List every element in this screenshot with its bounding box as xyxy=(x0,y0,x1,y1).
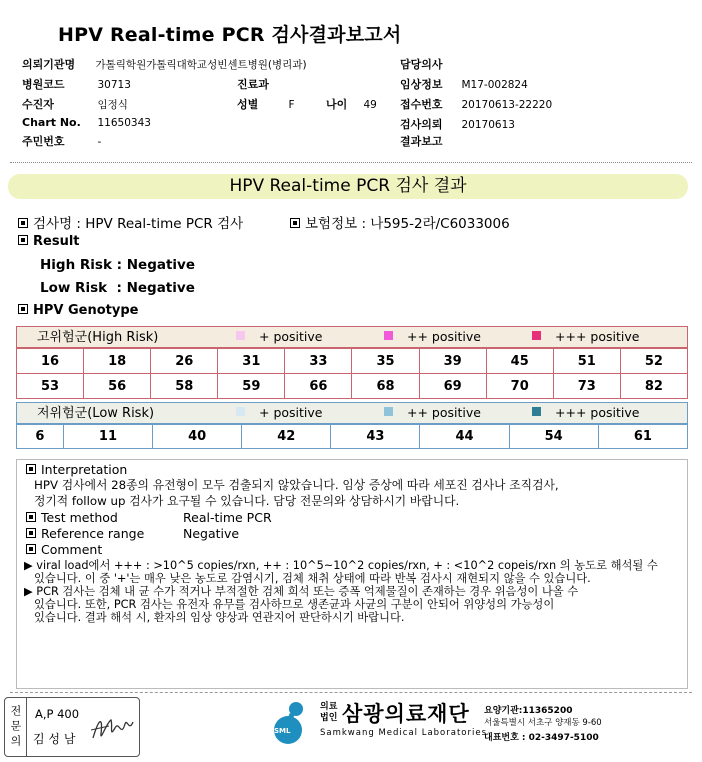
doctor-row xyxy=(400,56,446,72)
age-label: 나이 xyxy=(326,98,348,111)
dept-label: 진료과 xyxy=(237,78,269,91)
sml-logo-icon xyxy=(270,700,314,744)
genotype-cell: 33 xyxy=(285,349,352,374)
genotype-cell: 18 xyxy=(84,349,151,374)
genotype-cell: 45 xyxy=(486,349,553,374)
hospital-code-value: 30713 xyxy=(97,79,131,91)
legend-text: ++ positive xyxy=(407,329,481,344)
address: 서울특별시 서초구 양재동 9-60 xyxy=(484,718,602,728)
genotype-cell: 26 xyxy=(151,349,218,374)
legend-text: +++ positive xyxy=(555,329,640,344)
report-title: HPV Real-time PCR 검사결과보고서 xyxy=(58,24,402,46)
checkbox-square-icon xyxy=(18,235,28,245)
interp-line1: HPV 검사에서 28종의 유전형이 모두 검출되지 않았습니다. 임상 증상에 따라 세포진 검사나 조직검사, xyxy=(34,478,559,492)
comment-heading-text: Comment xyxy=(41,542,103,557)
low-risk-label: 저위험군(Low Risk) xyxy=(37,406,155,421)
high-risk-table xyxy=(16,348,688,399)
banner-text-en: HPV Real-time PCR xyxy=(229,176,391,196)
test-name-line xyxy=(18,212,243,232)
low-risk-result: Low Risk : Negative xyxy=(40,280,195,296)
low-legend-1 xyxy=(236,402,322,424)
clinical-value: M17-002824 xyxy=(461,79,528,91)
checkbox-square-icon xyxy=(26,464,36,474)
org-prefix xyxy=(320,702,337,724)
rrn-label: 주민번호 xyxy=(22,135,65,148)
clinical-row xyxy=(400,76,528,92)
low-legend-3 xyxy=(532,402,639,424)
genotype-cell: 44 xyxy=(420,425,509,449)
comment1-line1: ▶ viral load에서 +++ : >10^5 copies/rxn, ++ : 10^5~10^2 copies/rxn, + : <10^2 copeis/rxn 의 농도로 해석될 수 xyxy=(24,559,658,572)
request-value: 20170613 xyxy=(461,119,515,131)
insurance: 보험정보 : 나595-2라/C6033006 xyxy=(305,216,510,232)
hospital-code-label: 병원코드 xyxy=(22,78,65,91)
insurance-line xyxy=(290,212,510,232)
legend-swatch xyxy=(532,407,541,416)
range-row xyxy=(26,527,144,540)
age-value: 49 xyxy=(363,99,377,111)
care-code: 요양기관:11365200 xyxy=(484,706,573,716)
receipt-value: 20170613-22220 xyxy=(461,99,553,111)
genotype-cell: 56 xyxy=(84,374,151,399)
specialist-box xyxy=(4,697,140,757)
low-legend-2 xyxy=(384,402,481,424)
phone: 대표번호 : 02-3497-5100 xyxy=(484,733,599,743)
legend-swatch xyxy=(532,331,541,340)
genotype-heading-text: HPV Genotype xyxy=(33,303,139,318)
chart-value: 11650343 xyxy=(97,117,151,129)
request-row xyxy=(400,116,515,132)
table-row xyxy=(17,349,688,374)
range-value: Negative xyxy=(183,526,240,541)
org-name: 삼광의료재단 xyxy=(342,702,470,726)
institution-row xyxy=(22,56,307,72)
clinical-label: 임상정보 xyxy=(400,78,443,91)
legend-text: +++ positive xyxy=(555,405,640,420)
low-risk-table xyxy=(16,424,688,449)
chart-label: Chart No. xyxy=(22,116,81,129)
checkbox-square-icon xyxy=(26,528,36,538)
genotype-cell: 59 xyxy=(218,374,285,399)
dept-row xyxy=(237,76,272,92)
high-legend-1 xyxy=(236,326,322,348)
legend-text: + positive xyxy=(259,405,323,420)
org-name-en: Samkwang Medical Laboratories xyxy=(320,728,488,738)
legend-text: ++ positive xyxy=(407,405,481,420)
report-label: 결과보고 xyxy=(400,135,443,148)
interp-heading-text: Interpretation xyxy=(41,462,128,477)
high-risk-result: High Risk : Negative xyxy=(40,257,195,273)
table-row xyxy=(17,374,688,399)
interpretation-heading xyxy=(26,463,127,476)
genotype-cell: 69 xyxy=(419,374,486,399)
high-risk-label: 고위험군(High Risk) xyxy=(37,330,159,345)
genotype-cell: 70 xyxy=(486,374,553,399)
institution-label: 의뢰기관명 xyxy=(22,58,76,71)
request-label: 검사의뢰 xyxy=(400,118,443,131)
genotype-cell: 58 xyxy=(151,374,218,399)
legend-text: + positive xyxy=(259,329,323,344)
genotype-cell: 16 xyxy=(17,349,84,374)
genotype-cell: 52 xyxy=(620,349,687,374)
receipt-label: 접수번호 xyxy=(400,98,443,111)
method-row xyxy=(26,511,118,524)
footer-divider xyxy=(10,692,692,693)
genotype-cell: 43 xyxy=(331,425,420,449)
genotype-heading xyxy=(18,303,138,318)
genotype-cell: 6 xyxy=(17,425,64,449)
patient-value: 임정식 xyxy=(97,99,128,111)
receipt-row xyxy=(400,96,552,112)
institution-value: 가톨릭학원가톨릭대학교성빈센트병원(병리과) xyxy=(95,59,307,71)
genotype-cell: 42 xyxy=(242,425,331,449)
high-legend-2 xyxy=(384,326,481,348)
genotype-cell: 39 xyxy=(419,349,486,374)
high-legend-3 xyxy=(532,326,639,348)
comment-heading xyxy=(26,543,102,556)
banner-text-kr: 검사 결과 xyxy=(390,176,467,196)
result-heading xyxy=(18,234,80,249)
signature-icon xyxy=(89,708,135,750)
comment2-line2: 있습니다. 또한, PCR 검사는 유전자 유무를 검사하므로 생존균과 사균의 구분이 안되어 위양성의 가능성이 xyxy=(34,598,555,611)
table-row xyxy=(17,425,688,449)
genotype-cell: 66 xyxy=(285,374,352,399)
patient-label: 수진자 xyxy=(22,98,54,111)
genotype-cell: 68 xyxy=(352,374,419,399)
patient-row xyxy=(22,96,128,112)
method-label: Test method xyxy=(41,510,118,525)
logo-text: SML xyxy=(274,727,291,735)
header-divider xyxy=(10,162,692,163)
genotype-cell: 35 xyxy=(352,349,419,374)
genotype-cell: 51 xyxy=(553,349,620,374)
checkbox-square-icon xyxy=(26,512,36,522)
result-heading-text: Result xyxy=(33,234,80,249)
rrn-value: - xyxy=(97,136,102,148)
genotype-cell: 31 xyxy=(218,349,285,374)
method-value: Real-time PCR xyxy=(183,510,272,525)
genotype-cell: 82 xyxy=(620,374,687,399)
age-row xyxy=(326,96,377,112)
chart-row xyxy=(22,116,151,129)
result-banner xyxy=(8,174,688,199)
org-prefix-bottom: 법인 xyxy=(320,713,338,723)
range-label: Reference range xyxy=(41,526,145,541)
legend-swatch xyxy=(384,407,393,416)
genotype-cell: 54 xyxy=(509,425,598,449)
checkbox-square-icon xyxy=(290,218,300,228)
comment2-line1: ▶ PCR 검사는 검체 내 균 수가 적거나 부적절한 검체 희석 또는 증폭 억제물질이 존재하는 경우 위음성이 나올 수 xyxy=(24,585,579,598)
interp-line2: 정기적 follow up 검사가 요구될 수 있습니다. 담당 전문의와 상담하시기 바랍니다. xyxy=(34,494,460,508)
genotype-cell: 40 xyxy=(153,425,242,449)
specialist-code: A,P 400 xyxy=(35,707,80,721)
genotype-cell: 53 xyxy=(17,374,84,399)
checkbox-square-icon xyxy=(18,304,28,314)
sex-row xyxy=(237,96,295,112)
report-row xyxy=(400,133,446,149)
checkbox-square-icon xyxy=(18,218,28,228)
comment2-line3: 있습니다. 결과 해석 시, 환자의 임상 양상과 연관지어 판단하시기 바랍니다. xyxy=(34,611,405,624)
doctor-label: 담당의사 xyxy=(400,58,443,71)
legend-swatch xyxy=(236,331,245,340)
test-name: 검사명 : HPV Real-time PCR 검사 xyxy=(33,216,244,232)
sex-label: 성별 xyxy=(237,98,259,111)
genotype-cell: 73 xyxy=(553,374,620,399)
comment1-line2: 있습니다. 이 중 '+'는 매우 낮은 농도로 감염시기, 검체 채취 상태에 따라 반복 검사시 재현되지 않을 수 있습니다. xyxy=(34,572,591,585)
sex-value: F xyxy=(288,99,295,111)
hospital-code-row xyxy=(22,76,131,92)
rrn-row xyxy=(22,133,101,149)
legend-swatch xyxy=(384,331,393,340)
checkbox-square-icon xyxy=(26,544,36,554)
genotype-cell: 11 xyxy=(63,425,152,449)
specialist-vertical-label: 전문의 xyxy=(5,698,27,756)
legend-swatch xyxy=(236,407,245,416)
specialist-name: 김 성 남 xyxy=(33,732,76,746)
genotype-cell: 61 xyxy=(598,425,687,449)
org-prefix-top: 의료 xyxy=(320,702,338,712)
